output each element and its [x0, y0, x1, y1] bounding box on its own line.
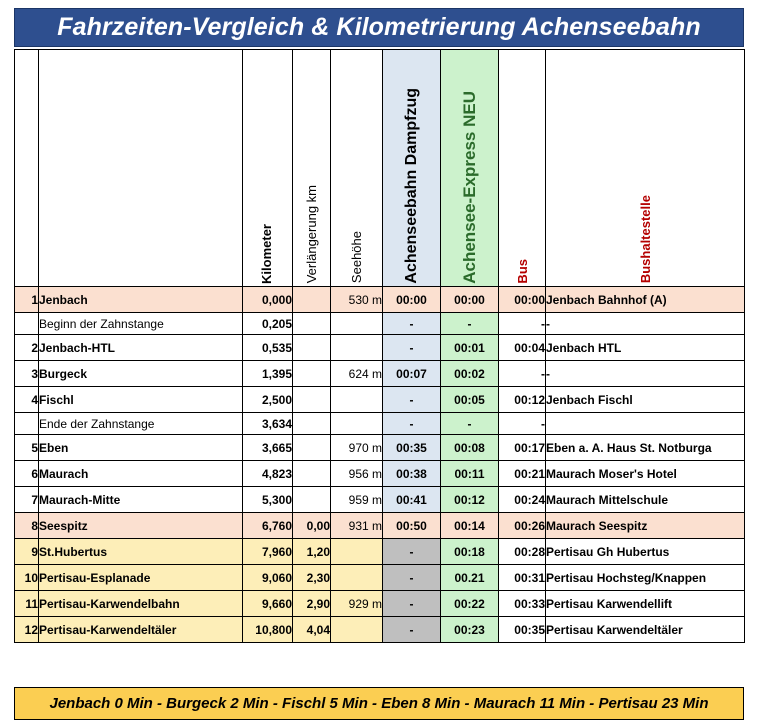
express-time-cell: 00:11 — [441, 461, 499, 487]
bus-time-cell: 00:31 — [499, 565, 546, 591]
express-time-cell: 00:00 — [441, 287, 499, 313]
kilometer-cell: 1,395 — [243, 361, 293, 387]
header-label-kilometer: Kilometer — [259, 223, 274, 284]
seehoehe-cell — [331, 413, 383, 435]
bus-time-cell: 00:26 — [499, 513, 546, 539]
bus-time-cell: 00:33 — [499, 591, 546, 617]
verlaengerung-cell — [293, 287, 331, 313]
bus-time-cell: 00:24 — [499, 487, 546, 513]
table-row — [15, 513, 745, 539]
station-name-cell: Maurach-Mitte — [39, 487, 243, 513]
verlaengerung-cell — [293, 387, 331, 413]
bushaltestelle-cell: Pertisau Karwendeltäler — [546, 617, 745, 643]
kilometer-cell: 6,760 — [243, 513, 293, 539]
bushaltestelle-cell — [546, 413, 745, 435]
seehoehe-cell — [331, 565, 383, 591]
header-cell-bus — [499, 50, 546, 287]
row-number-cell: 10 — [15, 565, 39, 591]
row-number-cell: 5 — [15, 435, 39, 461]
bus-time-cell: 00:00 — [499, 287, 546, 313]
kilometer-cell: 2,500 — [243, 387, 293, 413]
bus-time-cell: - — [499, 413, 546, 435]
row-number-cell: 2 — [15, 335, 39, 361]
table-row — [15, 487, 745, 513]
bushaltestelle-cell: Maurach Mittelschule — [546, 487, 745, 513]
kilometer-cell: 7,960 — [243, 539, 293, 565]
table-row — [15, 461, 745, 487]
seehoehe-cell: 530 m — [331, 287, 383, 313]
dampfzug-time-cell: 00:38 — [383, 461, 441, 487]
header-cell-dampfzug — [383, 50, 441, 287]
verlaengerung-cell: 0,00 — [293, 513, 331, 539]
seehoehe-cell — [331, 539, 383, 565]
bushaltestelle-cell: Pertisau Gh Hubertus — [546, 539, 745, 565]
kilometer-cell: 10,800 — [243, 617, 293, 643]
kilometer-cell: 3,634 — [243, 413, 293, 435]
seehoehe-cell: 959 m — [331, 487, 383, 513]
seehoehe-cell: 956 m — [331, 461, 383, 487]
verlaengerung-cell — [293, 313, 331, 335]
bushaltestelle-cell: Maurach Moser's Hotel — [546, 461, 745, 487]
seehoehe-cell — [331, 617, 383, 643]
table-row — [15, 313, 745, 335]
table-row — [15, 335, 745, 361]
express-time-cell: 00:08 — [441, 435, 499, 461]
header-cell-bushaltestelle — [546, 50, 745, 287]
column-header-row — [15, 50, 745, 287]
bus-time-cell: 00:12 — [499, 387, 546, 413]
row-number-cell: 8 — [15, 513, 39, 539]
dampfzug-time-cell: - — [383, 617, 441, 643]
kilometer-cell: 0,205 — [243, 313, 293, 335]
verlaengerung-cell — [293, 413, 331, 435]
bushaltestelle-cell: Eben a. A. Haus St. Notburga — [546, 435, 745, 461]
header-cell-seehoehe — [331, 50, 383, 287]
express-time-cell: 00:23 — [441, 617, 499, 643]
row-number-cell: 1 — [15, 287, 39, 313]
verlaengerung-cell: 2,30 — [293, 565, 331, 591]
row-number-cell: 11 — [15, 591, 39, 617]
header-label-seehoehe: Seehöhe — [349, 231, 364, 284]
express-time-cell: 00:18 — [441, 539, 499, 565]
bushaltestelle-cell: Jenbach Fischl — [546, 387, 745, 413]
kilometer-cell: 5,300 — [243, 487, 293, 513]
express-time-cell: 00:22 — [441, 591, 499, 617]
bus-time-cell: - — [499, 361, 546, 387]
bus-time-cell: 00:17 — [499, 435, 546, 461]
seehoehe-cell — [331, 335, 383, 361]
verlaengerung-cell: 1,20 — [293, 539, 331, 565]
row-number-cell: 12 — [15, 617, 39, 643]
seehoehe-cell — [331, 313, 383, 335]
table-row — [15, 387, 745, 413]
verlaengerung-cell — [293, 461, 331, 487]
header-label-verlaengerung: Verlängerung km — [304, 185, 319, 284]
seehoehe-cell: 624 m — [331, 361, 383, 387]
bushaltestelle-cell: Pertisau Hochsteg/Knappen — [546, 565, 745, 591]
station-name-cell: Fischl — [39, 387, 243, 413]
bushaltestelle-cell: - — [546, 361, 745, 387]
page-title: Fahrzeiten-Vergleich & Kilometrierung Achenseebahn — [57, 13, 701, 41]
dampfzug-time-cell: - — [383, 335, 441, 361]
footer-banner — [14, 687, 744, 720]
kilometer-cell: 0,000 — [243, 287, 293, 313]
seehoehe-cell: 929 m — [331, 591, 383, 617]
header-cell-verlaengerung — [293, 50, 331, 287]
table-row — [15, 435, 745, 461]
bushaltestelle-cell: Jenbach Bahnhof (A) — [546, 287, 745, 313]
verlaengerung-cell — [293, 361, 331, 387]
express-time-cell: 00:05 — [441, 387, 499, 413]
seehoehe-cell: 970 m — [331, 435, 383, 461]
seehoehe-cell — [331, 387, 383, 413]
row-number-cell: 4 — [15, 387, 39, 413]
dampfzug-time-cell: - — [383, 387, 441, 413]
express-time-cell: - — [441, 313, 499, 335]
station-name-cell: Seespitz — [39, 513, 243, 539]
dampfzug-time-cell: - — [383, 313, 441, 335]
timetable — [14, 49, 745, 643]
express-time-cell: 00:12 — [441, 487, 499, 513]
express-time-cell: 00:14 — [441, 513, 499, 539]
verlaengerung-cell: 2,90 — [293, 591, 331, 617]
table-row — [15, 287, 745, 313]
header-cell-name — [39, 50, 243, 287]
table-row — [15, 361, 745, 387]
row-number-cell: 6 — [15, 461, 39, 487]
dampfzug-time-cell: - — [383, 591, 441, 617]
header-label-bus: Bus — [514, 258, 530, 284]
station-name-cell: Jenbach-HTL — [39, 335, 243, 361]
table-row — [15, 617, 745, 643]
station-name-cell: Pertisau-Karwendeltäler — [39, 617, 243, 643]
seehoehe-cell: 931 m — [331, 513, 383, 539]
dampfzug-time-cell: 00:41 — [383, 487, 441, 513]
row-number-cell: 3 — [15, 361, 39, 387]
station-name-cell: Pertisau-Esplanade — [39, 565, 243, 591]
bus-time-cell: 00:21 — [499, 461, 546, 487]
bushaltestelle-cell: Maurach Seespitz — [546, 513, 745, 539]
station-name-cell: Eben — [39, 435, 243, 461]
bushaltestelle-cell: Pertisau Karwendellift — [546, 591, 745, 617]
express-time-cell: - — [441, 413, 499, 435]
dampfzug-time-cell: 00:35 — [383, 435, 441, 461]
verlaengerung-cell: 4,04 — [293, 617, 331, 643]
kilometer-cell: 9,060 — [243, 565, 293, 591]
row-number-cell: 7 — [15, 487, 39, 513]
kilometer-cell: 9,660 — [243, 591, 293, 617]
row-number-cell: 9 — [15, 539, 39, 565]
station-name-cell: Jenbach — [39, 287, 243, 313]
header-label-dampfzug: Achenseebahn Dampfzug — [402, 87, 420, 284]
station-name-cell: Burgeck — [39, 361, 243, 387]
dampfzug-time-cell: 00:00 — [383, 287, 441, 313]
table-row — [15, 591, 745, 617]
verlaengerung-cell — [293, 435, 331, 461]
verlaengerung-cell — [293, 487, 331, 513]
bushaltestelle-cell: - — [546, 313, 745, 335]
kilometer-cell: 4,823 — [243, 461, 293, 487]
header-label-bushaltestelle: Bushaltestelle — [637, 195, 653, 284]
station-name-cell: Beginn der Zahnstange — [39, 313, 243, 335]
express-time-cell: 00.21 — [441, 565, 499, 591]
table-row — [15, 539, 745, 565]
header-cell-kilometer — [243, 50, 293, 287]
header-cell-express — [441, 50, 499, 287]
header-label-express: Achensee-Express NEU — [460, 90, 479, 284]
station-name-cell: Pertisau-Karwendelbahn — [39, 591, 243, 617]
bus-time-cell: - — [499, 313, 546, 335]
table-row — [15, 565, 745, 591]
station-name-cell: St.Hubertus — [39, 539, 243, 565]
header-cell-num — [15, 50, 39, 287]
dampfzug-time-cell: - — [383, 539, 441, 565]
bus-time-cell: 00:04 — [499, 335, 546, 361]
dampfzug-time-cell: - — [383, 565, 441, 591]
dampfzug-time-cell: 00:50 — [383, 513, 441, 539]
row-number-cell — [15, 413, 39, 435]
page-title-bar — [14, 8, 744, 47]
table-row — [15, 413, 745, 435]
verlaengerung-cell — [293, 335, 331, 361]
bushaltestelle-cell: Jenbach HTL — [546, 335, 745, 361]
kilometer-cell: 3,665 — [243, 435, 293, 461]
bus-time-cell: 00:28 — [499, 539, 546, 565]
station-name-cell: Maurach — [39, 461, 243, 487]
dampfzug-time-cell: 00:07 — [383, 361, 441, 387]
express-time-cell: 00:01 — [441, 335, 499, 361]
kilometer-cell: 0,535 — [243, 335, 293, 361]
row-number-cell — [15, 313, 39, 335]
footer-summary-text: Jenbach 0 Min - Burgeck 2 Min - Fischl 5 Min - Eben 8 Min - Maurach 11 Min - Pertisau 23 Min — [49, 695, 709, 712]
dampfzug-time-cell: - — [383, 413, 441, 435]
station-name-cell: Ende der Zahnstange — [39, 413, 243, 435]
express-time-cell: 00:02 — [441, 361, 499, 387]
bus-time-cell: 00:35 — [499, 617, 546, 643]
